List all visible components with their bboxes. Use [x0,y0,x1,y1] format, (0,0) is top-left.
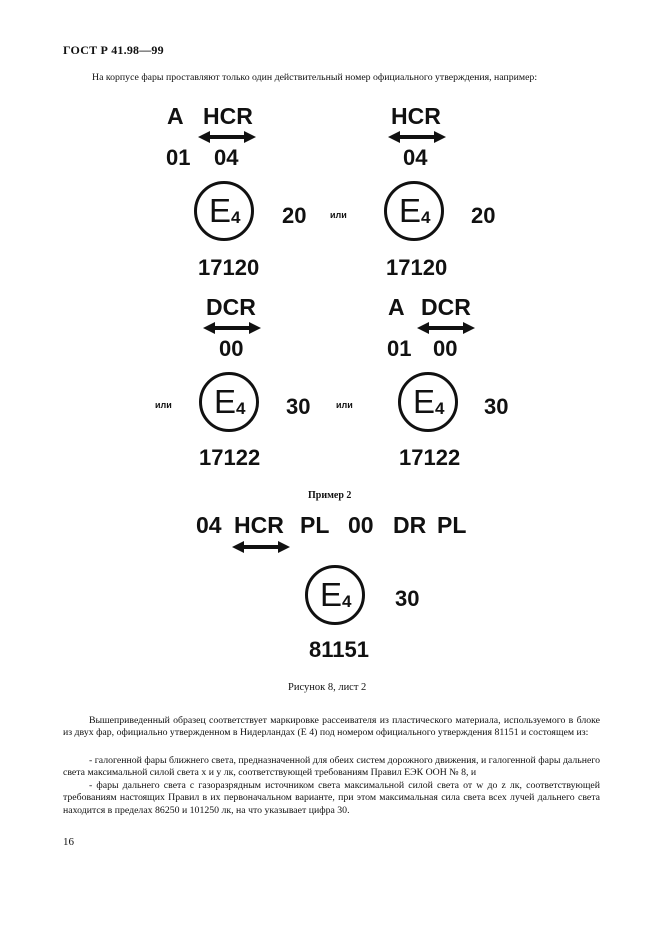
series-number: 00 [433,336,458,361]
class-code: DCR [421,294,471,320]
class-letter: A [388,294,405,320]
series-number: 04 [196,512,222,538]
class-code: DCR [206,294,256,320]
approval-number: 17122 [399,445,461,470]
double-arrow-icon [232,541,290,553]
country-number: 4 [236,399,246,418]
intensity-number: 30 [395,586,420,611]
class-number: 01 [166,145,191,170]
body-paragraph-3: - фары дальнего света с газоразрядным источником света максимальной силой света от w до z лк, соответствующей требованиям настоящих Правил в их первоначальном варианте, при этом максимальная сила света всех лучей дальнего света находится в пределах 86250 и 101250 лк, на что указывает цифра 30. [63,780,600,816]
series-number: 00 [348,512,374,538]
double-arrow-icon [203,322,261,334]
class-code: HCR [391,103,441,129]
class-letter: A [167,103,184,129]
pl-marking: PL [300,512,330,538]
double-arrow-icon [198,131,256,143]
approval-number: 17120 [198,255,260,280]
country-letter: E [320,576,343,613]
intensity-number: 20 [471,203,496,228]
approval-number: 17122 [199,445,261,470]
intensity-number: 20 [282,203,307,228]
country-letter: E [209,192,232,229]
example-title: Пример 2 [308,490,352,501]
or-word: или [155,400,172,410]
class-code: DR [393,512,427,538]
series-number: 00 [219,336,244,361]
country-letter: E [399,192,422,229]
or-word: или [336,400,353,410]
double-arrow-icon [388,131,446,143]
country-number: 4 [342,592,352,611]
approval-number: 17120 [386,255,448,280]
page-number: 16 [63,836,74,848]
country-number: 4 [435,399,445,418]
class-code: HCR [234,512,284,538]
or-word: или [330,210,347,220]
document-code: ГОСТ Р 41.98—99 [63,43,164,57]
approval-circle [194,181,254,241]
series-number: 04 [403,145,428,170]
body-paragraph-2: - галогенной фары ближнего света, предназначенной для обеих систем дорожного движения, и галогенной фары дальнего света максимальной силой света x и y лк, соответствующей требованиям Правил ЕЭК ООН № 8, и [63,755,600,779]
intensity-number: 30 [286,394,311,419]
country-letter: E [413,383,436,420]
intensity-number: 30 [484,394,509,419]
country-number: 4 [231,208,241,227]
class-code: HCR [203,103,253,129]
class-number: 01 [387,336,412,361]
approval-circle [305,565,365,625]
country-number: 4 [421,208,431,227]
pl-marking: PL [437,512,467,538]
double-arrow-icon [417,322,475,334]
body-paragraph-1: Вышеприведенный образец соответствует маркировке рассеивателя из пластического материала, используемого в блоке из двух фар, официально утвержденном в Нидерландах (Е 4) под номером официального утверждения 81151 и состоящем из: [63,715,600,739]
series-number: 04 [214,145,239,170]
figure-caption: Рисунок 8, лист 2 [288,682,367,693]
approval-circle [384,181,444,241]
approval-circle [199,372,259,432]
approval-circle [398,372,458,432]
country-letter: E [214,383,237,420]
approval-number: 81151 [309,637,369,662]
intro-text: На корпусе фары проставляют только один действительный номер официального утверждения, например: [92,72,538,83]
